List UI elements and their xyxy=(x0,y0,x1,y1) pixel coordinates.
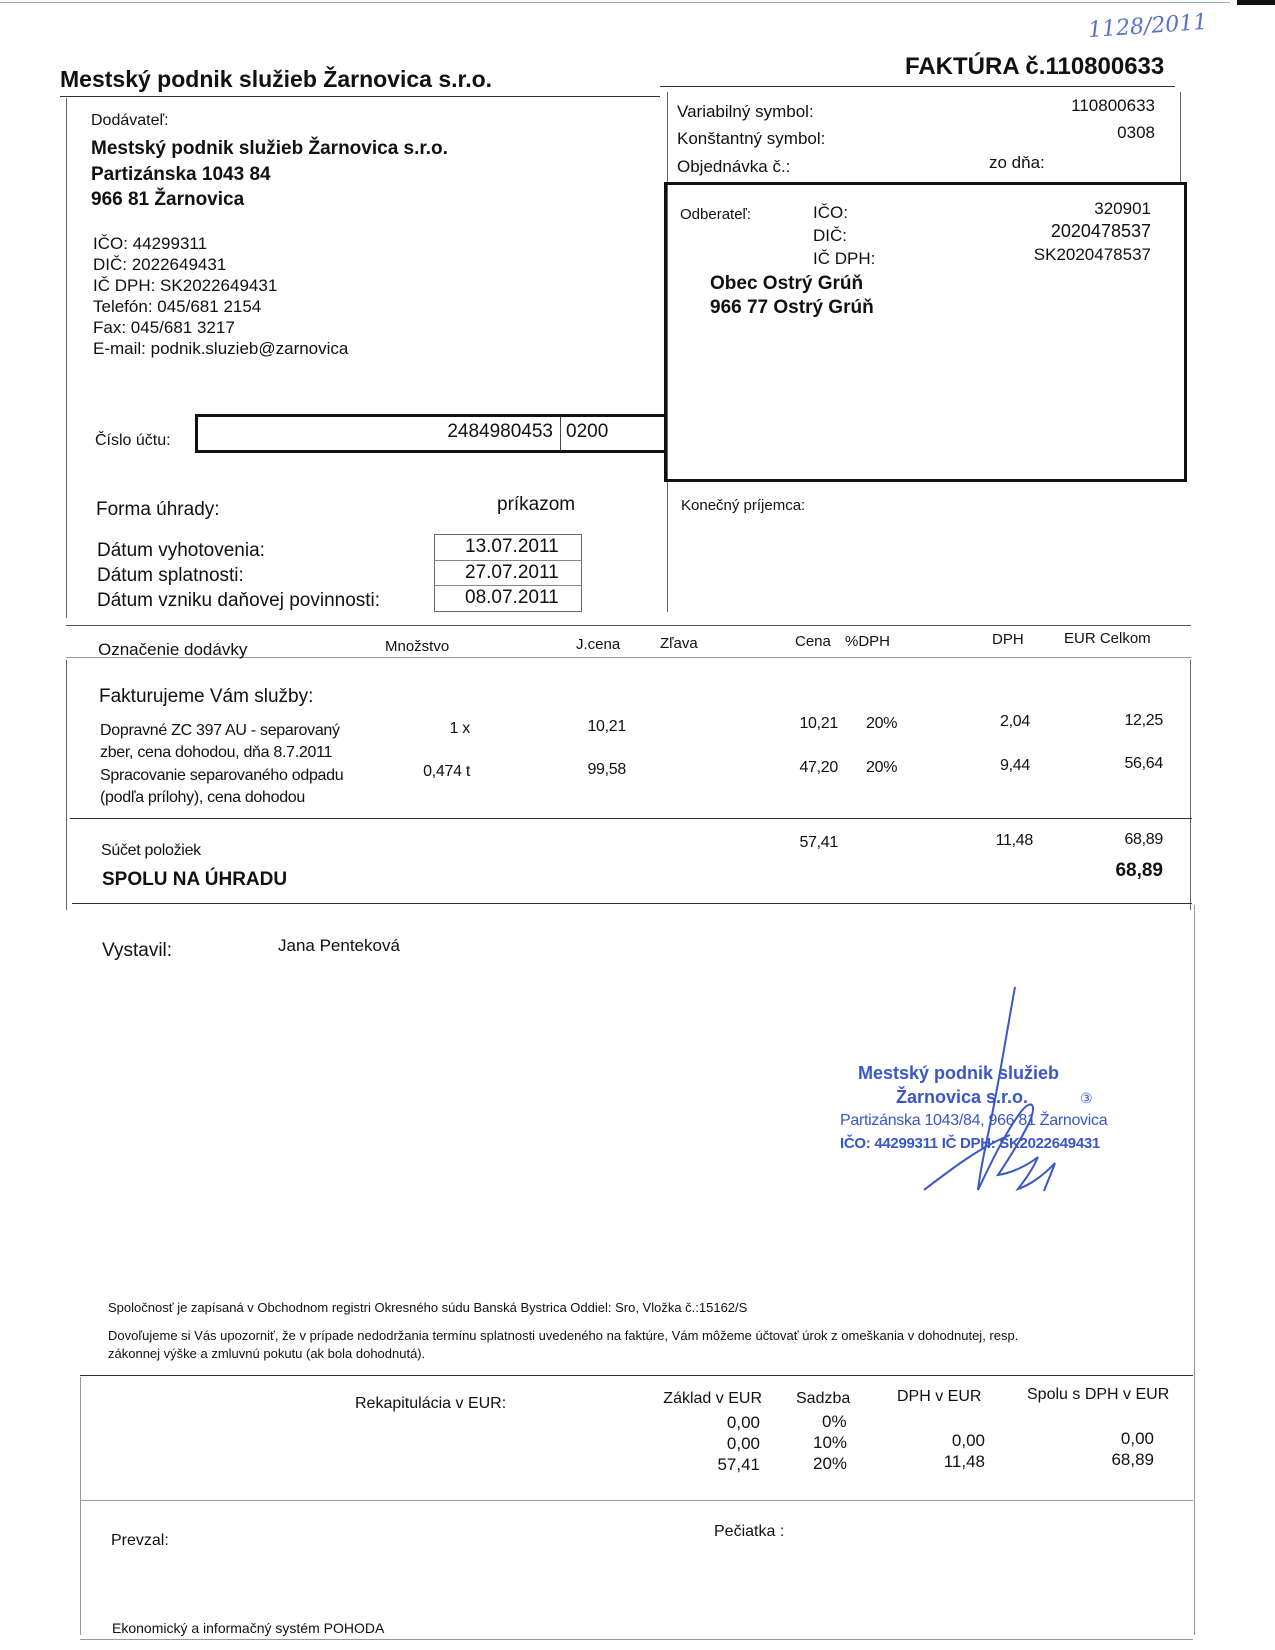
header-vat: DPH xyxy=(992,631,1024,648)
recap-top-line xyxy=(80,1375,1193,1376)
stamp-line-3: Partizánska 1043/84, 966 81 Žarnovica xyxy=(840,1112,1108,1129)
dates-row-line-1 xyxy=(434,560,582,561)
stamp-line-2: Žarnovica s.r.o. xyxy=(896,1087,1029,1107)
due-date-value: 27.07.2011 xyxy=(465,562,559,583)
recap-row3-rate: 20% xyxy=(813,1454,848,1473)
supplier-label: Dodávateľ: xyxy=(91,112,169,129)
header-underline xyxy=(60,96,660,97)
stamp-line-4: IČO: 44299311 IČ DPH: SK2022649431 xyxy=(840,1135,1100,1152)
sum-vat: 11,48 xyxy=(995,832,1033,849)
issued-by-name: Jana Penteková xyxy=(278,936,400,955)
due-date-label: Dátum splatnosti: xyxy=(97,565,244,586)
constant-symbol-value: 0308 xyxy=(1117,123,1155,142)
recap-row2-rate: 10% xyxy=(813,1433,848,1452)
header-qty: Množstvo xyxy=(385,638,450,655)
tax-date-label: Dátum vzniku daňovej povinnosti: xyxy=(97,590,381,611)
recap-bottom-line xyxy=(80,1500,1193,1501)
supplier-ico: IČO: 44299311 xyxy=(93,234,208,253)
issue-date-value: 13.07.2011 xyxy=(465,536,559,557)
account-number: 2484980453 xyxy=(447,421,553,442)
signature xyxy=(920,985,1120,1215)
scan-corner-mark xyxy=(1237,0,1275,5)
sum-total: 68,89 xyxy=(1124,831,1163,848)
top-scan-edge xyxy=(0,2,1230,3)
row2-unit-price: 99,58 xyxy=(587,761,626,778)
header-unit-price: J.cena xyxy=(576,636,621,653)
row2-total: 56,64 xyxy=(1124,755,1163,772)
customer-ico-value: 320901 xyxy=(1094,199,1151,218)
recap-row1-base: 0,00 xyxy=(726,1413,760,1432)
invoice-title: FAKTÚRA č.110800633 xyxy=(905,53,1165,80)
issued-by-label: Vystavil: xyxy=(102,940,173,961)
notice-line-2: zákonnej výške a zmluvnú pokutu (ak bola dohodnutá). xyxy=(108,1346,426,1361)
sum-price: 57,41 xyxy=(799,834,838,851)
customer-dic-label: DIČ: xyxy=(813,226,847,245)
table-top-line xyxy=(66,625,1191,626)
header-vat-rate: %DPH xyxy=(845,633,891,650)
left-frame xyxy=(66,98,67,618)
right-frame xyxy=(1180,92,1181,182)
variable-symbol-value: 110800633 xyxy=(1071,96,1155,115)
recap-row2-base: 0,00 xyxy=(726,1434,760,1453)
issue-date-label: Dátum vyhotovenia: xyxy=(97,540,265,561)
customer-dic-value: 2020478537 xyxy=(1050,221,1151,241)
row1-qty: 1 x xyxy=(449,720,470,737)
account-label: Číslo účtu: xyxy=(95,432,171,449)
received-label: Prevzal: xyxy=(111,1532,169,1549)
constant-symbol-label: Konštantný symbol: xyxy=(677,129,826,148)
sum-label: Súčet položiek xyxy=(101,842,201,859)
supplier-dic: DIČ: 2022649431 xyxy=(93,255,227,274)
row2-desc-line1: Spracovanie separovaného odpadu xyxy=(100,767,344,784)
payment-form-value: príkazom xyxy=(497,494,576,515)
bottom-line xyxy=(80,1639,1193,1640)
row1-vat: 2,04 xyxy=(1000,713,1030,730)
stamp-mark: ③ xyxy=(1080,1090,1093,1106)
row2-desc-line2: (podľa prílohy), cena dohodou xyxy=(100,789,306,806)
grand-total-value: 68,89 xyxy=(1115,860,1163,881)
grand-total-label: SPOLU NA ÚHRADU xyxy=(102,869,288,890)
registry-note: Spoločnosť je zapísaná v Obchodnom registri Okresného súdu Banská Bystrica Oddiel: Sro, Vložka č.:15162/S xyxy=(108,1300,748,1315)
title-underline xyxy=(660,86,1175,87)
recap-row1-rate: 0% xyxy=(822,1412,847,1431)
customer-label: Odberateľ: xyxy=(680,206,752,223)
supplier-phone: Telefón: 045/681 2154 xyxy=(93,297,262,316)
payment-form-label: Forma úhrady: xyxy=(96,499,220,520)
bottom-left-line xyxy=(80,1505,81,1635)
account-divider xyxy=(560,417,561,451)
supplier-city: 966 81 Žarnovica xyxy=(91,189,245,210)
table-right-line xyxy=(1190,660,1191,910)
handwritten-reference: 1128/2011 xyxy=(1087,9,1209,44)
table-intro: Fakturujeme Vám služby: xyxy=(99,686,314,707)
customer-icdph-label: IČ DPH: xyxy=(813,249,876,268)
row1-unit-price: 10,21 xyxy=(587,718,626,735)
table-left-line xyxy=(66,660,67,910)
recap-row2-total: 0,00 xyxy=(1120,1429,1154,1448)
supplier-ic-dph: IČ DPH: SK2022649431 xyxy=(93,276,278,295)
customer-name: Obec Ostrý Grúň xyxy=(710,273,864,294)
row2-qty: 0,474 t xyxy=(423,763,470,780)
stamp-line-1: Mestský podnik služieb xyxy=(858,1063,1060,1083)
recap-row2-vat: 0,00 xyxy=(951,1431,985,1450)
customer-city: 966 77 Ostrý Grúň xyxy=(710,297,874,318)
final-recipient-label: Konečný príjemca: xyxy=(681,497,806,514)
table-bottom-line xyxy=(72,903,1192,904)
supplier-name: Mestský podnik služieb Žarnovica s.r.o. xyxy=(91,138,448,159)
seal-label: Pečiatka : xyxy=(714,1523,785,1540)
order-date-label: zo dňa: xyxy=(989,153,1045,172)
recap-header-vat: DPH v EUR xyxy=(897,1388,982,1405)
row1-total: 12,25 xyxy=(1124,712,1163,729)
row1-vat-rate: 20% xyxy=(866,715,898,732)
recap-header-rate: Sadzba xyxy=(796,1390,851,1407)
row2-price: 47,20 xyxy=(799,759,838,776)
recap-label: Rekapitulácia v EUR: xyxy=(355,1395,507,1412)
notice-line-1: Dovoľujeme si Vás upozorniť, že v prípade nedodržania termínu splatnosti uvedeného na faktúre, Vám môžeme účtovať úrok z omeškania v dohodnutej, resp. xyxy=(108,1328,1019,1343)
company-header: Mestský podnik služieb Žarnovica s.r.o. xyxy=(60,66,493,92)
supplier-fax: Fax: 045/681 3217 xyxy=(93,318,235,337)
customer-icdph-value: SK2020478537 xyxy=(1033,245,1151,264)
recap-row3-vat: 11,48 xyxy=(943,1452,985,1471)
lower-right-frame xyxy=(1194,905,1195,1635)
tax-date-value: 08.07.2011 xyxy=(465,587,559,608)
supplier-email: E-mail: podnik.sluzieb@zarnovica xyxy=(93,339,349,358)
order-number-label: Objednávka č.: xyxy=(677,157,791,176)
software-note: Ekonomický a informačný systém POHODA xyxy=(112,1620,385,1636)
account-bank-code: 0200 xyxy=(566,421,609,442)
row2-vat: 9,44 xyxy=(1000,757,1030,774)
row1-desc-line1: Dopravné ZC 397 AU - separovaný xyxy=(100,722,340,739)
sum-top-line xyxy=(70,818,1192,819)
recap-header-base: Základ v EUR xyxy=(663,1390,762,1407)
header-total: EUR Celkom xyxy=(1064,630,1151,647)
row1-price: 10,21 xyxy=(799,715,838,732)
customer-ico-label: IČO: xyxy=(813,203,848,222)
header-price: Cena xyxy=(795,633,831,650)
dates-row-line-2 xyxy=(434,585,582,586)
variable-symbol-label: Variabilný symbol: xyxy=(677,102,814,121)
recap-row3-total: 68,89 xyxy=(1111,1450,1154,1469)
recap-header-total: Spolu s DPH v EUR xyxy=(1027,1386,1170,1403)
recap-row3-base: 57,41 xyxy=(717,1455,760,1474)
row1-desc-line2: zber, cena dohodou, dňa 8.7.2011 xyxy=(100,744,333,761)
row2-vat-rate: 20% xyxy=(866,759,898,776)
header-discount: Zľava xyxy=(660,635,698,652)
header-item: Označenie dodávky xyxy=(98,640,248,659)
supplier-street: Partizánska 1043 84 xyxy=(91,164,271,185)
recap-left-line xyxy=(80,1377,81,1517)
